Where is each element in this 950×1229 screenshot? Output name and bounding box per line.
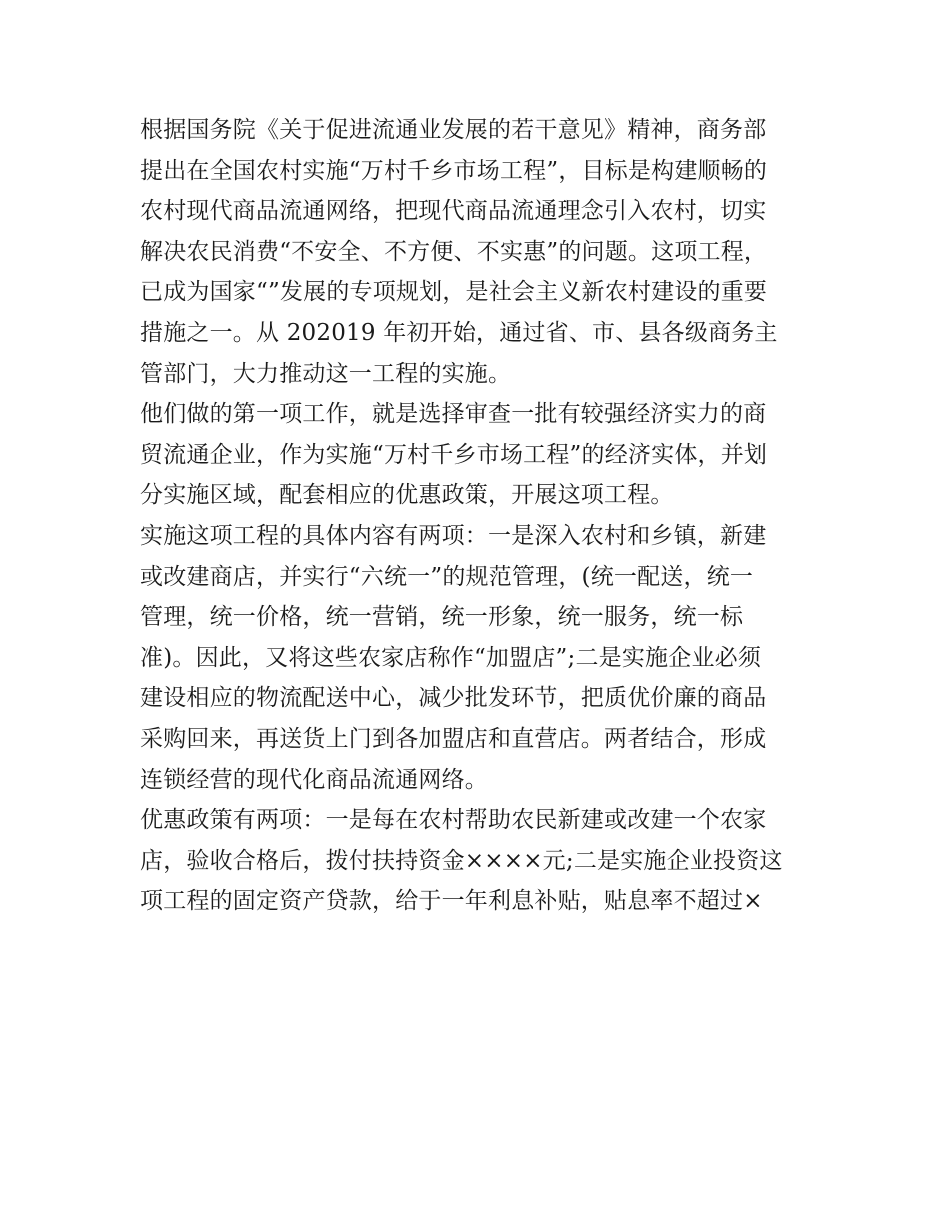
text-line: 贸流通企业，作为实施“万村千乡市场工程”的经济实体，并划 bbox=[140, 441, 768, 468]
text-line: 采购回来，再送货上门到各加盟店和直营店。两者结合，形成 bbox=[140, 725, 767, 752]
text-line: 农村现代商品流通网络，把现代商品流通理念引入农村，切实 bbox=[140, 198, 767, 225]
text-line: 建设相应的物流配送中心，减少批发环节，把质优价廉的商品 bbox=[140, 685, 767, 712]
paragraph-4 bbox=[140, 800, 820, 922]
text-line: 管理，统一价格，统一营销，统一形象，统一服务，统一标 bbox=[140, 604, 744, 631]
text-line: 根据国务院《关于促进流通业发展的若干意见》精神，商务部 bbox=[140, 117, 767, 143]
document-body bbox=[140, 110, 820, 922]
text-line: 措施之一。从 202019 年初开始，通过省、市、县各级商务主 bbox=[140, 319, 778, 346]
text-line: 分实施区域，配套相应的优惠政策，开展这项工程。 bbox=[140, 482, 674, 509]
text-line: 提出在全国农村实施“万村千乡市场工程”，目标是构建顺畅的 bbox=[140, 157, 768, 184]
paragraph-1 bbox=[140, 110, 820, 394]
text-line: 解决农民消费“不安全、不方便、不实惠”的问题。这项工程， bbox=[140, 238, 768, 265]
text-line: 优惠政策有两项：一是每在农村帮助农民新建或改建一个农家 bbox=[140, 807, 767, 834]
text-line: 项工程的固定资产贷款，给于一年利息补贴，贴息率不超过× bbox=[140, 888, 763, 915]
paragraph-3 bbox=[140, 516, 820, 800]
text-line: 准)。因此，又将这些农家店称作“加盟店”;二是实施企业必须 bbox=[140, 644, 762, 671]
text-line: 他们做的第一项工作，就是选择审查一批有较强经济实力的商 bbox=[140, 401, 767, 428]
paragraph-2 bbox=[140, 394, 820, 516]
text-line: 或改建商店，并实行“六统一”的规范管理，(统一配送，统一 bbox=[140, 563, 754, 590]
text-line: 实施这项工程的具体内容有两项：一是深入农村和乡镇，新建 bbox=[140, 522, 767, 549]
text-line: 已成为国家“”发展的专项规划，是社会主义新农村建设的重要 bbox=[140, 279, 768, 306]
text-line: 管部门，大力推动这一工程的实施。 bbox=[140, 360, 512, 387]
text-line: 店，验收合格后，拨付扶持资金××××元;二是实施企业投资这 bbox=[140, 847, 783, 874]
text-line: 连锁经营的现代化商品流通网络。 bbox=[140, 766, 488, 793]
